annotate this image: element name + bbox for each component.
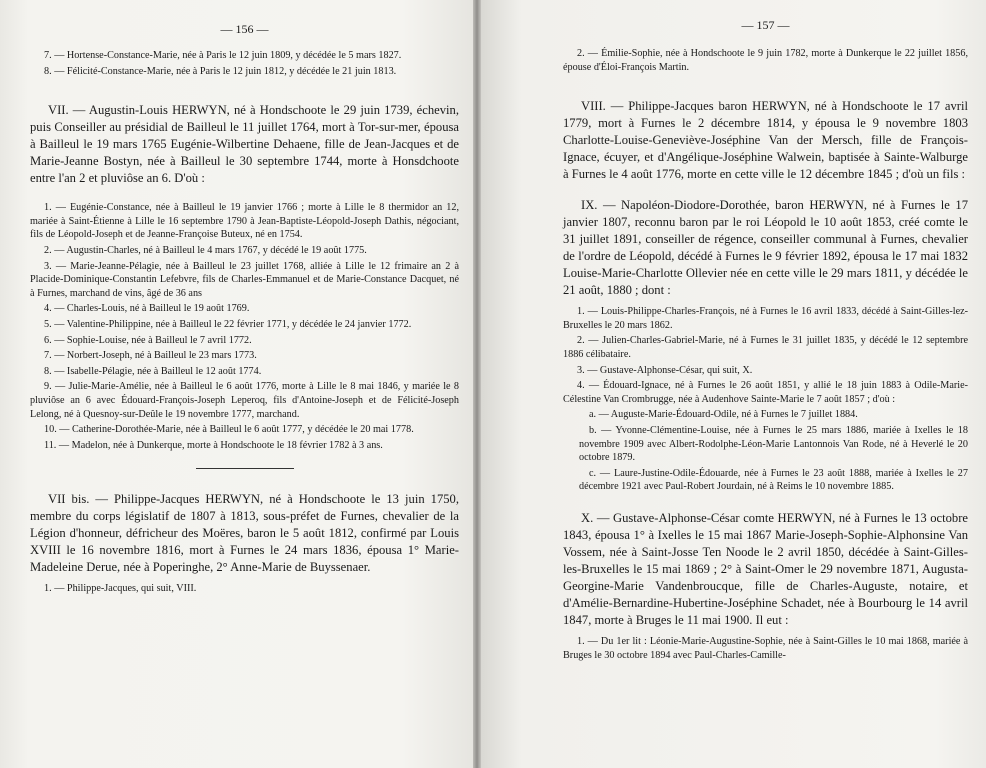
child-entry: 7. — Hortense-Constance-Marie, née à Paris le 12 juin 1809, y décédée le 5 mars 1827. xyxy=(44,50,402,61)
page-number: — 157 — xyxy=(741,18,790,32)
generation-paragraph: X. — Gustave-Alphonse-César comte HERWYN, né à Furnes le 13 octobre 1843, épousa 1° à Ixelles le 15 mai 1867 Marie-Joseph-Sophie-Alphonsine Van Vossem, née à Saint-Josse Ten Noode le 2 avril 1850, décédée à Saint-Gilles-les-Bruxelles le 15 mai 1869 ; 2° à Saint-Omer le 29 novembre 1871, Augusta-Georgine-Marie Vandenbroucque, fille de Charles-Auguste, notaire, et d'Amélie-Bernardine-Hubertine-Joséphine Schadet, née à Bourbourg le 14 avril 1847, morte à Bruges le 11 mai 1900. Il eut : xyxy=(563,510,968,627)
generation-paragraph: VII. — Augustin-Louis HERWYN, né à Hondschoote le 29 juin 1739, échevin, puis Conseiller au présidial de Bailleul le 11 juillet 1764, mort à Tor-sur-mer, épousa à Bailleul le 19 mars 1765 Eugénie-Wilbertine Dehaene, fille de Jean-Jacques et de Marie-Jeanne Bostyn, née à Bailleul le 30 septembre 1744, morte à Honsdchoote entre l'an 2 et pluviôse an 6. D'où : xyxy=(30,103,459,186)
generation-paragraph: VIII. — Philippe-Jacques baron HERWYN, né à Hondschoote le 17 avril 1779, mort à Furnes le 2 décembre 1814, y épousa le 9 novembre 1803 Charlotte-Louise-Geneviève-Joséphine Van der Mersch, fille de François-Ignace, écuyer, et d'Angélique-Joséphine Walwein, baptisée à Sainte-Walburge à Furnes le 4 août 1776, morte en cette ville le 12 décembre 1845 ; d'où un fils : xyxy=(563,99,968,182)
right-page xyxy=(481,0,986,768)
child-entry: 2. — Émilie-Sophie, née à Hondschoote le 9 juin 1782, morte à Dunkerque le 22 juillet 1856, épouse d'Éloi-François Martin. xyxy=(563,48,968,73)
child-entry: 8. — Isabelle-Pélagie, née à Bailleul le 12 août 1774. xyxy=(44,365,262,377)
child-entry: 3. — Gustave-Alphonse-César, qui suit, X. xyxy=(577,364,753,376)
child-entry: 9. — Julie-Marie-Amélie, née à Bailleul le 6 août 1776, morte à Lille le 8 mai 1846, y mariée le 8 pluviôse an 6 avec Édouard-François-Joseph Leperoq, fils d'Antoine-Joseph et de Félicité-Joseph Lelong, né à Quesnoy-sur-Deûle le 19 novembre 1777, marchand. xyxy=(30,381,459,420)
child-entry: 11. — Madelon, née à Dunkerque, morte à Hondschoote le 18 février 1782 à 3 ans. xyxy=(44,439,383,451)
child-entry: 8. — Félicité-Constance-Marie, née à Paris le 12 juin 1812, y décédée le 21 juin 1813. xyxy=(44,65,397,77)
child-entry: 2. — Julien-Charles-Gabriel-Marie, né à Furnes le 31 juillet 1835, y décédé le 12 septembre 1886 célibataire. xyxy=(563,335,968,360)
child-entry: 7. — Norbert-Joseph, né à Bailleul le 23 mars 1773. xyxy=(44,350,257,362)
left-page xyxy=(0,0,473,768)
child-entry: 1. — Du 1er lit : Léonie-Marie-Augustine-Sophie, née à Saint-Gilles le 10 mai 1868, mariée à Bruges le 30 octobre 1894 avec Paul-Charles-Camille- xyxy=(563,635,968,661)
child-entry: 4. — Charles-Louis, né à Bailleul le 19 août 1769. xyxy=(44,303,250,315)
child-entry: 10. — Catherine-Dorothée-Marie, née à Bailleul le 6 août 1777, y décédée le 20 mai 1778. xyxy=(44,424,414,436)
child-entry: 4. — Édouard-Ignace, né à Furnes le 26 août 1851, y allié le 18 juin 1883 à Odile-Marie-Célestine Van Crombrugge, née à Audenhove Sainte-Marie le 7 août 1857 ; d'où : xyxy=(563,380,968,405)
grandchild-entry: b. — Yvonne-Clémentine-Louise, née à Furnes le 25 mars 1886, mariée à Ixelles le 18 novembre 1909 avec Albert-Rodolphe-Léon-Marie Lantonnois Van Rode, né à Heverlé le 20 octobre 1879. xyxy=(579,424,968,464)
child-entry: 1. — Philippe-Jacques, qui suit, VIII. xyxy=(44,583,197,595)
child-entry: 6. — Sophie-Louise, née à Bailleul le 7 avril 1772. xyxy=(44,334,252,346)
child-entry: 1. — Louis-Philippe-Charles-François, né à Furnes le 16 avril 1833, décédé à Saint-Gilles-lez-Bruxelles le 20 mars 1862. xyxy=(563,306,968,331)
child-entry: 5. — Valentine-Philippine, née à Bailleul le 22 février 1771, y décédée le 24 janvier 1772. xyxy=(44,318,412,330)
child-entry: 3. — Marie-Jeanne-Pélagie, née à Bailleul le 23 juillet 1768, alliée à Lille le 12 frimaire an 2 à Placide-Dominique-Constantin Lefebvre, fils de Charles-Emmanuel et de Marie-Constance Dacquet, né à Furnes, marchand de vins, âgé de 36 ans xyxy=(30,260,459,299)
grandchild-entry: c. — Laure-Justine-Odile-Édouarde, née à Furnes le 23 août 1888, mariée à Ixelles le 27 décembre 1921 avec Paul-Robert Jourdain, né à Reims le 10 novembre 1885. xyxy=(579,467,968,493)
page-number: — 156 — xyxy=(220,22,269,36)
child-entry: 1. — Eugénie-Constance, née à Bailleul le 19 janvier 1766 ; morte à Lille le 8 thermidor an 12, mariée à Saint-Étienne à Lille le 16 septembre 1790 à Jean-Baptiste-Léopold-Joseph Dathis, négociant, fils de Léopold-Joseph et de Jeanne-Françoise Buteux, né en 1754. xyxy=(30,202,459,241)
generation-paragraph: IX. — Napoléon-Diodore-Dorothée, baron HERWYN, né à Furnes le 17 janvier 1807, reconnu baron par le roi Léopold le 10 août 1853, créé comte le 31 juillet 1891, conseiller de régence, conseiller communal à Furnes, chevalier de l'ordre de Léopold, décédé à Furnes le 9 février 1892, épousa le 17 mai 1832 Louise-Marie-Charlotte Ollevier née en cette ville le 29 mars 1811, y décédée le 21 août, 1880 ; dont : xyxy=(563,198,968,298)
child-entry: 2. — Augustin-Charles, né à Bailleul le 4 mars 1767, y décédé le 19 août 1775. xyxy=(44,244,367,256)
grandchild-entry: a. — Auguste-Marie-Édouard-Odile, né à Furnes le 7 juillet 1884. xyxy=(589,409,858,421)
generation-paragraph: VII bis. — Philippe-Jacques HERWYN, né à Hondschoote le 13 juin 1750, membre du corps législatif de 1807 à 1813, sous-préfet de Furnes, chevalier de la Légion d'honneur, défricheur des Moëres, baron le 5 août 1812, confirmé par Louis XVIII le 16 novembre 1816, mort à Furnes le 24 mars 1836, épousa 1° Marie-Madeleine Derue, née à Poperinghe, 2° Anne-Marie de Buyssenaer. xyxy=(30,492,459,575)
book-gutter xyxy=(473,0,481,768)
